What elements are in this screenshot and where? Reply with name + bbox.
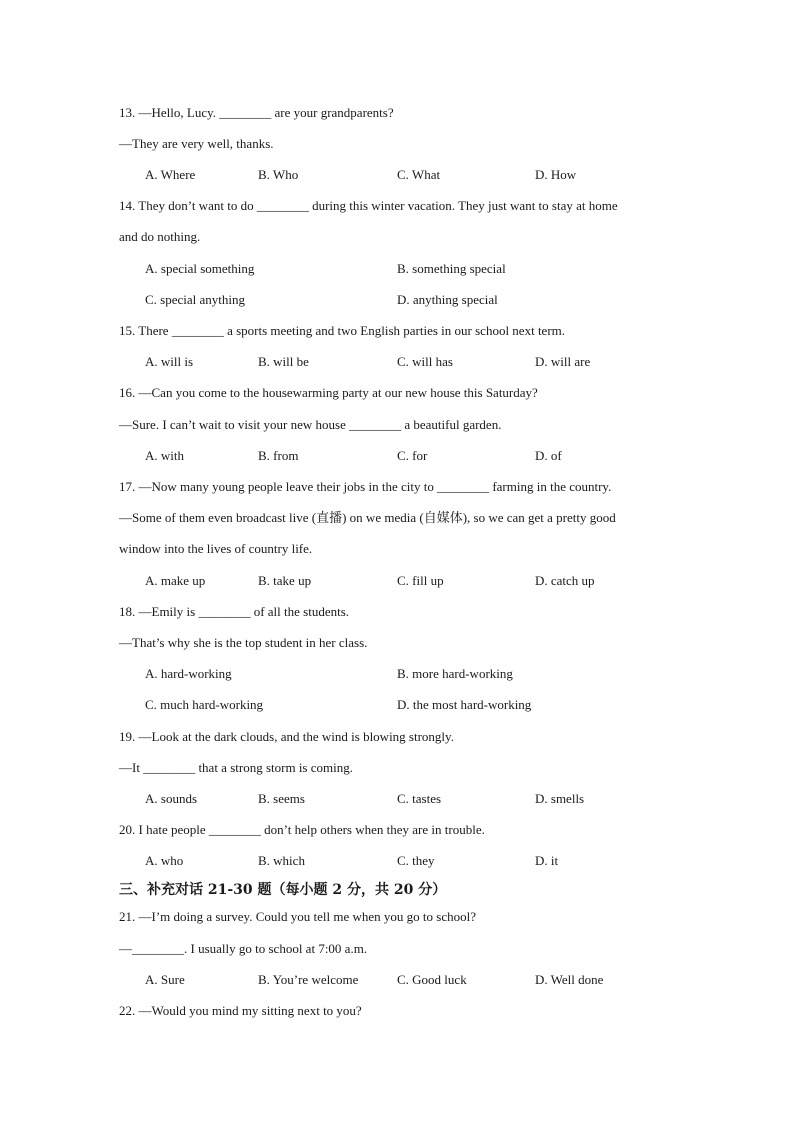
question-19-option-a: A. sounds bbox=[145, 791, 198, 806]
question-13-reply: —They are very well, thanks. bbox=[119, 136, 274, 151]
question-18-option-a: A. hard-working bbox=[145, 666, 232, 681]
question-13-option-c: C. What bbox=[397, 167, 441, 182]
question-20-option-b: B. which bbox=[258, 853, 305, 868]
question-14-stem-cont: and do nothing. bbox=[119, 229, 201, 244]
question-17-option-d: D. catch up bbox=[535, 573, 595, 588]
section-3-heading: 三、补充对话 21-30 题（每小题 2 分，共 20 分） bbox=[119, 882, 447, 898]
question-14-option-b: B. something special bbox=[397, 261, 506, 276]
question-19-reply: —It ________ that a strong storm is coming. bbox=[119, 760, 353, 775]
question-16-option-c: C. for bbox=[397, 448, 428, 463]
question-13-option-d: D. How bbox=[535, 167, 577, 182]
question-21-stem: 21. —I’m doing a survey. Could you tell me when you go to school? bbox=[119, 909, 476, 924]
question-19-stem: 19. —Look at the dark clouds, and the wind is blowing strongly. bbox=[119, 729, 454, 744]
question-20-option-c: C. they bbox=[397, 853, 435, 868]
question-17-option-c: C. fill up bbox=[397, 573, 444, 588]
question-16-option-b: B. from bbox=[258, 448, 299, 463]
question-16-option-d: D. of bbox=[535, 448, 562, 463]
question-16-option-a: A. with bbox=[145, 448, 184, 463]
question-21-option-c: C. Good luck bbox=[397, 972, 467, 987]
question-20-option-a: A. who bbox=[145, 853, 184, 868]
question-20-option-d: D. it bbox=[535, 853, 559, 868]
question-15-option-b: B. will be bbox=[258, 354, 309, 369]
question-18-option-c: C. much hard-working bbox=[145, 697, 264, 712]
question-19-option-b: B. seems bbox=[258, 791, 305, 806]
question-14-option-d: D. anything special bbox=[397, 292, 498, 307]
question-21-option-b: B. You’re welcome bbox=[258, 972, 359, 987]
question-14-option-c: C. special anything bbox=[145, 292, 246, 307]
question-18-option-b: B. more hard-working bbox=[397, 666, 513, 681]
question-17-option-b: B. take up bbox=[258, 573, 312, 588]
question-15-stem: 15. There ________ a sports meeting and two English parties in our school next term. bbox=[119, 323, 566, 338]
question-17-reply: —Some of them even broadcast live (直播) on we media (自媒体), so we can get a pretty good bbox=[119, 510, 616, 525]
question-18-option-d: D. the most hard-working bbox=[397, 697, 532, 712]
question-20-stem: 20. I hate people ________ don’t help others when they are in trouble. bbox=[119, 822, 485, 837]
question-21-option-d: D. Well done bbox=[535, 972, 604, 987]
question-17-stem: 17. —Now many young people leave their jobs in the city to ________ farming in the country. bbox=[119, 479, 612, 494]
question-13-option-b: B. Who bbox=[258, 167, 299, 182]
question-15-option-c: C. will has bbox=[397, 354, 453, 369]
question-13-stem: 13. —Hello, Lucy. ________ are your grandparents? bbox=[119, 105, 394, 120]
question-21-option-a: A. Sure bbox=[145, 972, 185, 987]
question-15-option-d: D. will are bbox=[535, 354, 591, 369]
question-16-stem: 16. —Can you come to the housewarming party at our new house this Saturday? bbox=[119, 385, 538, 400]
question-14-stem: 14. They don’t want to do ________ during this winter vacation. They just want to stay at home bbox=[119, 198, 618, 213]
question-17-option-a: A. make up bbox=[145, 573, 206, 588]
question-18-stem: 18. —Emily is ________ of all the students. bbox=[119, 604, 350, 619]
question-17-reply-cont: window into the lives of country life. bbox=[119, 541, 313, 556]
question-13-option-a: A. Where bbox=[145, 167, 196, 182]
question-14-option-a: A. special something bbox=[145, 261, 255, 276]
question-18-reply: —That’s why she is the top student in her class. bbox=[119, 635, 368, 650]
question-19-option-d: D. smells bbox=[535, 791, 585, 806]
question-16-reply: —Sure. I can’t wait to visit your new house ________ a beautiful garden. bbox=[119, 417, 502, 432]
question-21-reply: —________. I usually go to school at 7:00 a.m. bbox=[119, 941, 368, 956]
question-15-option-a: A. will is bbox=[145, 354, 194, 369]
question-19-option-c: C. tastes bbox=[397, 791, 442, 806]
question-22-stem: 22. —Would you mind my sitting next to you? bbox=[119, 1003, 362, 1018]
